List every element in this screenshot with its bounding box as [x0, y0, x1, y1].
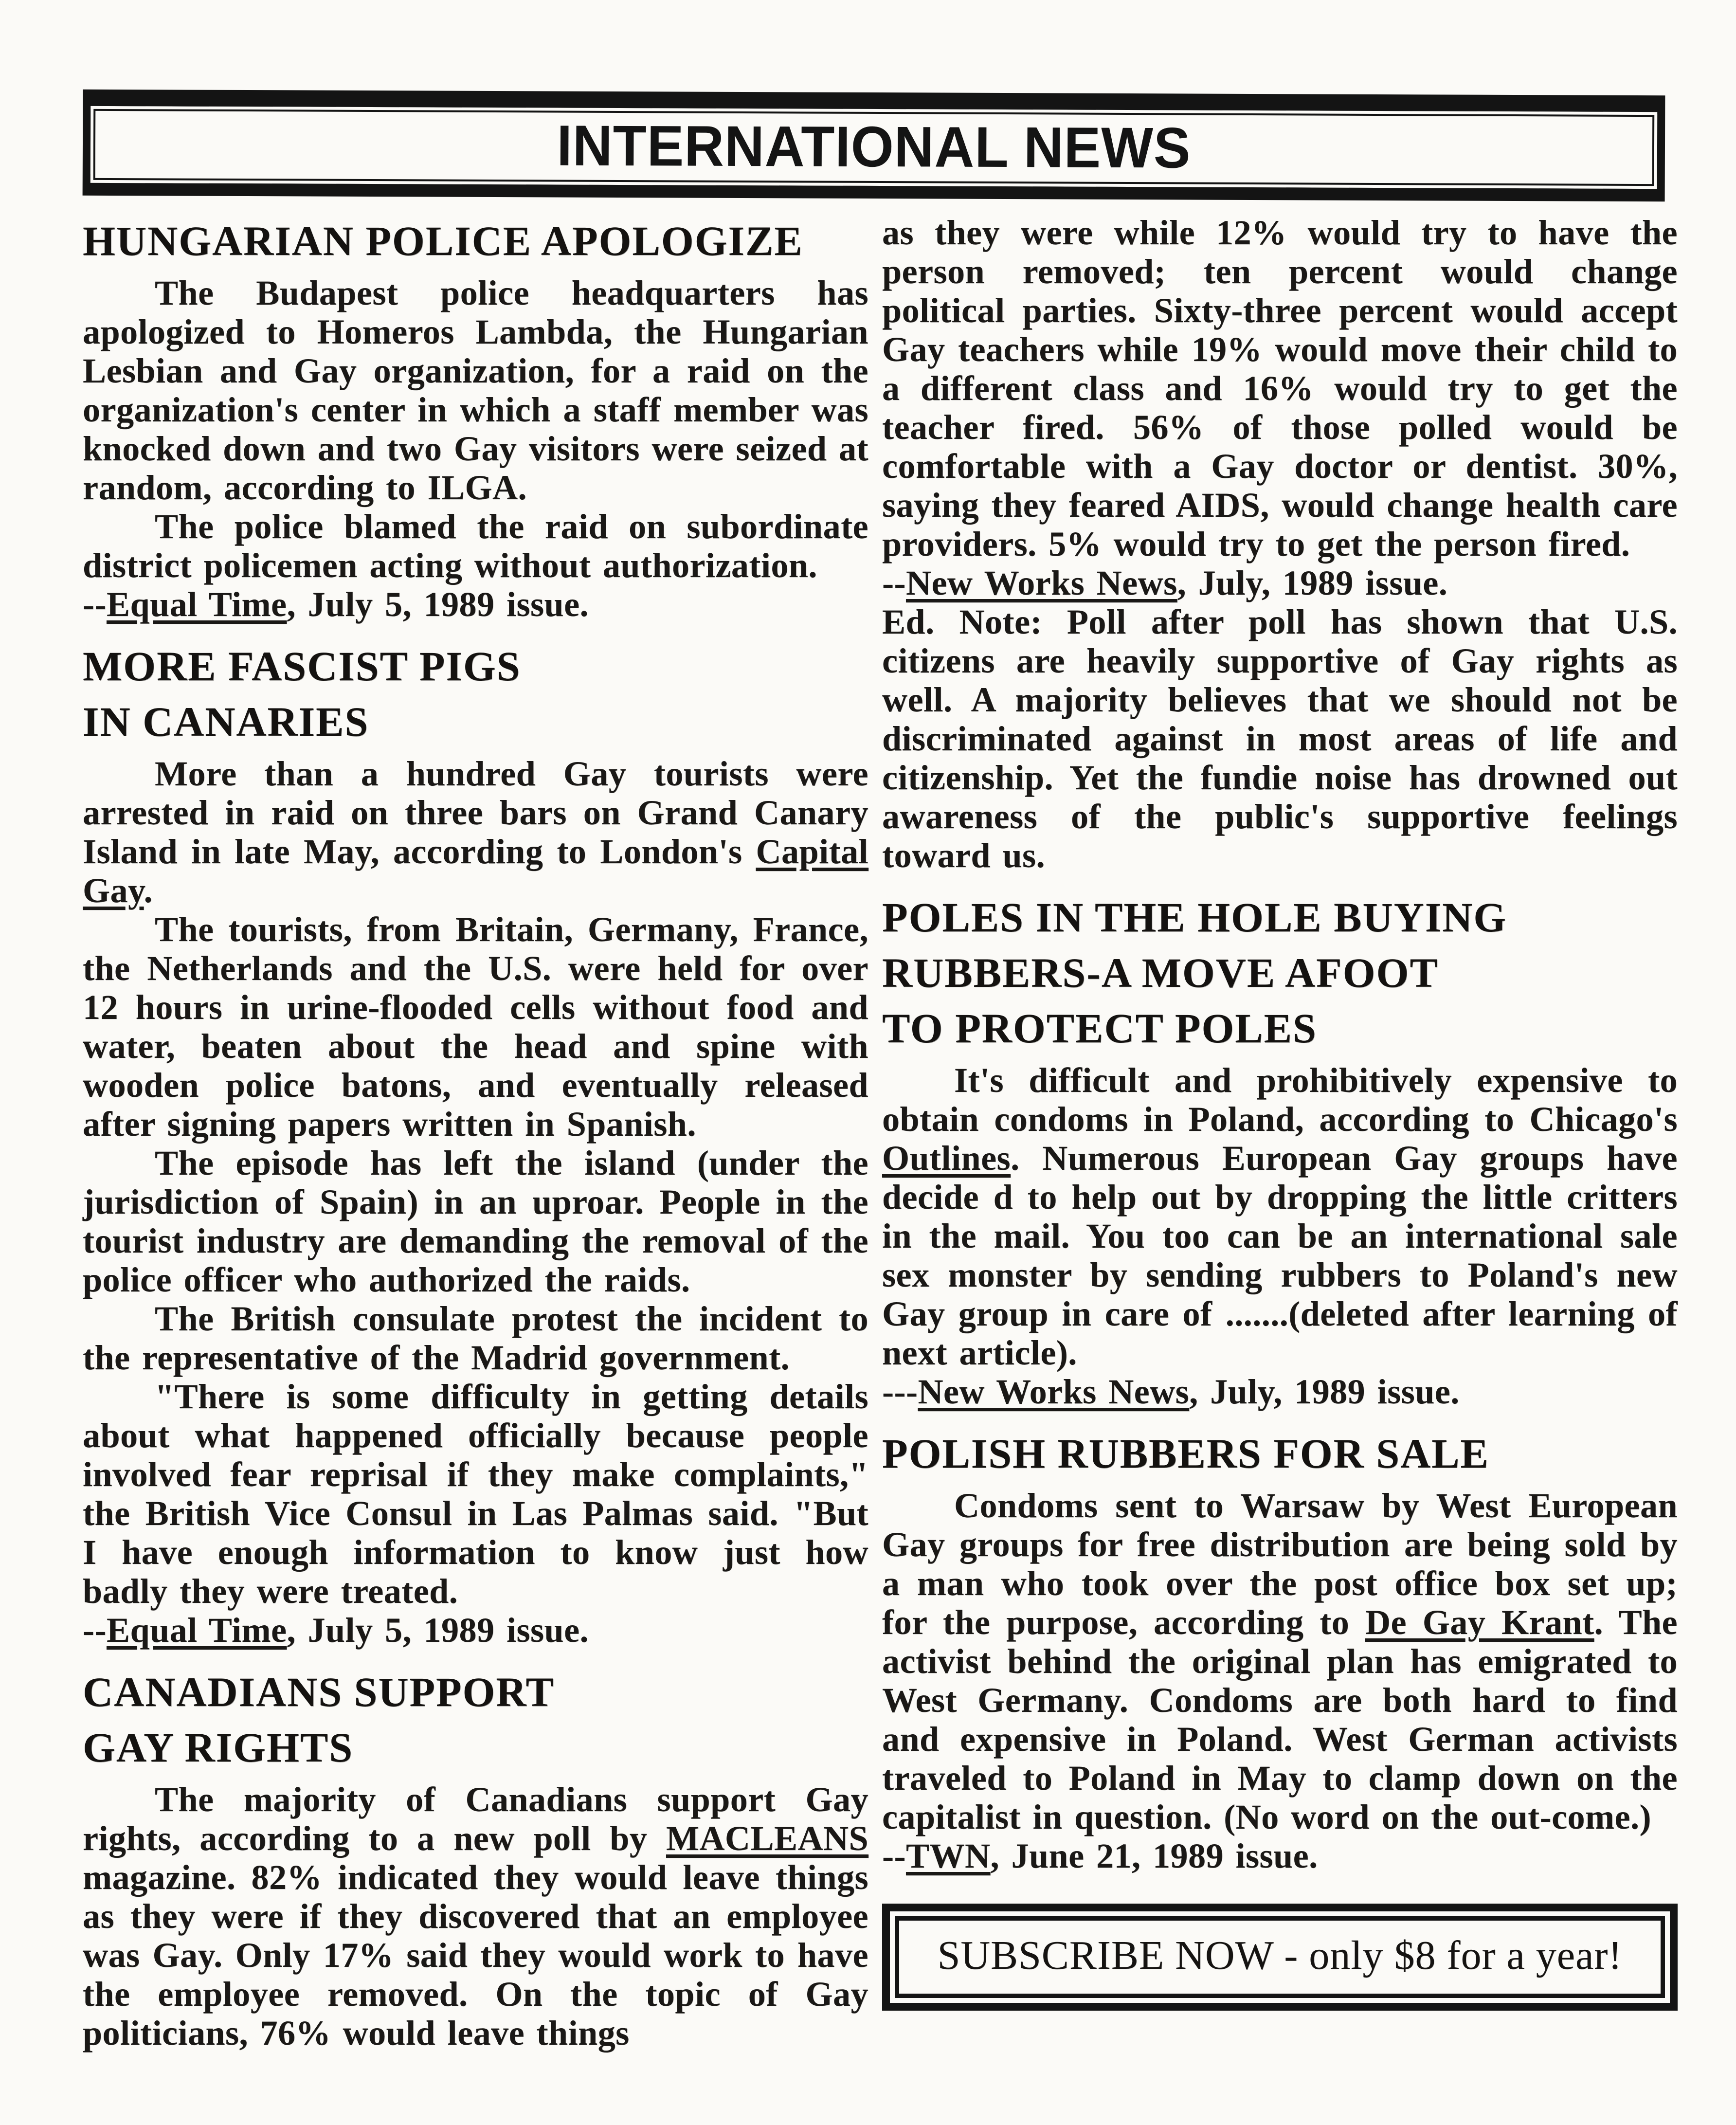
article-headline: MORE FASCIST PIGS IN CANARIES	[83, 643, 521, 745]
article-paragraph: The majority of Canadians support Gay rights, according to a new poll by MACLEANS magazine. 82% indicated they would leave things as they were if they discovered that an employee was Gay. Only 17% said they would work to have the employee removed. On the topic of Gay politicians, 76% would leave things	[83, 1780, 868, 2052]
article-paragraph: as they were while 12% would try to have the person removed; ten percent would change political parties. Sixty-three percent would accept Gay teachers while 19% would move their child to a different class and 16% would try to get the teacher fired. 56% of those polled would be comfortable with a Gay doctor or dentist. 30%, saying they feared AIDS, would change health care providers. 5% would try to get the person fired.	[882, 213, 1678, 563]
section-title: INTERNATIONAL NEWS	[557, 113, 1191, 181]
article-headline: CANADIANS SUPPORT GAY RIGHTS	[83, 1669, 555, 1771]
publication-name: TWN	[905, 1836, 991, 1875]
source-citation: --TWN, June 21, 1989 issue.	[882, 1836, 1318, 1875]
article-paragraph: Ed. Note: Poll after poll has shown that U.S. citizens are heavily supportive of Gay rights as well. A majority believes that we should not be discriminated against in most areas of life and citizenship. Yet the fundie noise has drowned out awareness of the public's supportive feelings toward us.	[882, 602, 1678, 875]
section-header-box	[83, 90, 1665, 201]
article-paragraph: More than a hundred Gay tourists were arrested in raid on three bars on Grand Canary Island in late May, according to London's Capital Gay.	[83, 754, 868, 910]
subscribe-banner	[882, 1904, 1678, 2011]
subscribe-text: SUBSCRIBE NOW - only $8 for a year!	[937, 1933, 1623, 1978]
article-paragraph: It's difficult and prohibitively expensive to obtain condoms in Poland, according to Chicago's Outlines. Numerous European Gay groups have decide d to help out by dropping the little critters in the mail. You too can be an international sale sex monster by sending rubbers to Poland's new Gay group in care of .......(deleted after learning of next article).	[882, 1061, 1678, 1372]
column-left	[83, 213, 868, 2052]
publication-name: MACLEANS	[666, 1819, 868, 1858]
article-paragraph: The Budapest police headquarters has apologized to Homeros Lambda, the Hungarian Lesbian and Gay organization, for a raid on the organization's center in which a staff member was knocked down and two Gay visitors were seized at random, according to ILGA.	[83, 273, 868, 507]
article-headline: HUNGARIAN POLICE APOLOGIZE	[83, 218, 803, 264]
article-paragraph: The police blamed the raid on subordinate district policemen acting without authorization.	[83, 507, 868, 585]
article-headline: POLES IN THE HOLE BUYING RUBBERS-A MOVE AFOOT TO PROTECT POLES	[882, 894, 1507, 1052]
article-headline: POLISH RUBBERS FOR SALE	[882, 1430, 1489, 1477]
article-paragraph: The British consulate protest the incident to the representative of the Madrid government.	[83, 1299, 868, 1377]
publication-name: Equal Time	[106, 1611, 287, 1650]
article-paragraph: "There is some difficulty in getting details about what happened officially because people involved fear reprisal if they make complaints," the British Vice Consul in Las Palmas said. "But I have enough information to know just how badly they were treated.	[83, 1377, 868, 1611]
source-citation: ---New Works News, July, 1989 issue.	[882, 1372, 1460, 1411]
publication-name: New Works News	[905, 563, 1177, 602]
column-right	[882, 213, 1678, 2052]
publication-name: Capital Gay	[83, 832, 868, 910]
article-columns	[83, 213, 1678, 2052]
article-paragraph: The episode has left the island (under the jurisdiction of Spain) in an uproar. People in the tourist industry are demanding the removal of the police officer who authorized the raids.	[83, 1144, 868, 1299]
publication-name: New Works News	[918, 1372, 1190, 1411]
publication-name: Equal Time	[106, 585, 287, 624]
publication-name: De Gay Krant	[1365, 1603, 1594, 1642]
source-citation: --Equal Time, July 5, 1989 issue.	[83, 585, 589, 624]
source-citation: --New Works News, July, 1989 issue.	[882, 563, 1448, 602]
article-paragraph: The tourists, from Britain, Germany, France, the Netherlands and the U.S. were held for over 12 hours in urine-flooded cells without food and water, beaten about the head and spine with wooden police batons, and eventually released after signing papers written in Spanish.	[83, 910, 868, 1144]
article-paragraph: Condoms sent to Warsaw by West European Gay groups for free distribution are being sold by a man who took over the post office box set up; for the purpose, according to De Gay Krant. The activist behind the original plan has emigrated to West Germany. Condoms are both hard to find and expensive in Poland. West German activists traveled to Poland in May to clamp down on the capitalist in question. (No word on the out-come.)	[882, 1486, 1678, 1836]
source-citation: --Equal Time, July 5, 1989 issue.	[83, 1611, 589, 1650]
subscribe-banner-inner	[895, 1916, 1665, 1998]
publication-name: Outlines	[882, 1139, 1011, 1178]
